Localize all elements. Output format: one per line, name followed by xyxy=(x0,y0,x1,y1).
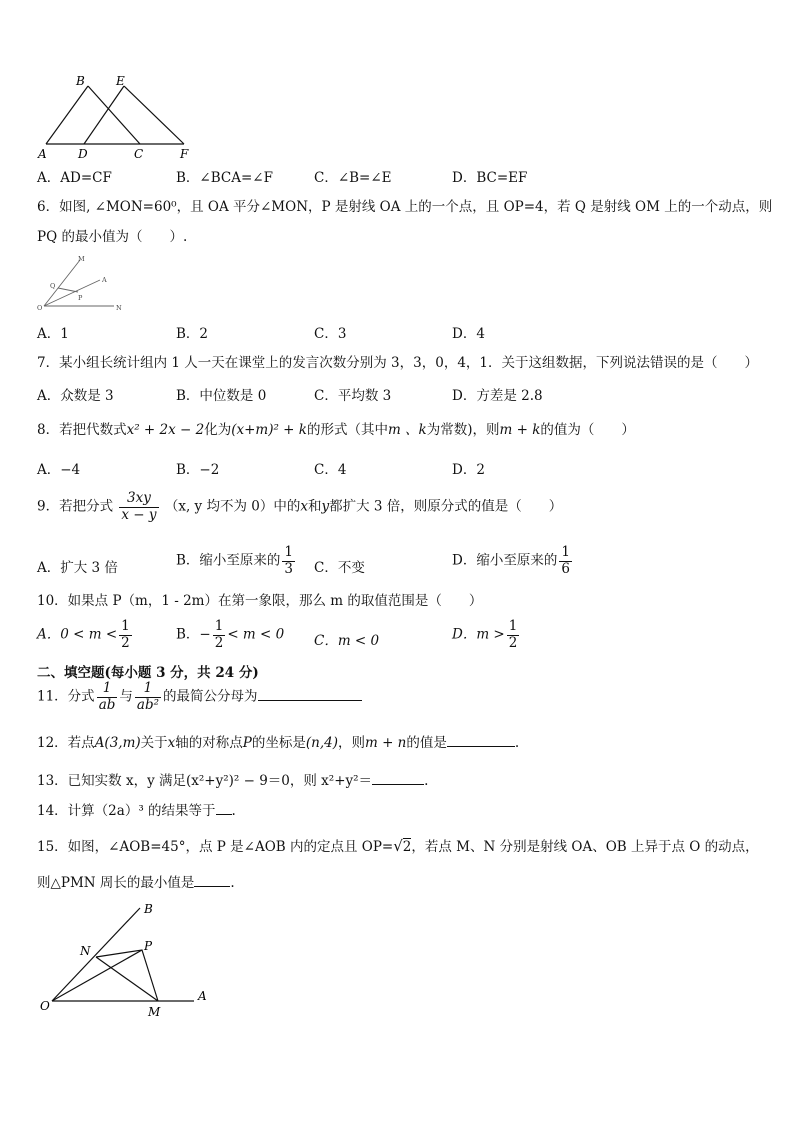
svg-text:O: O xyxy=(37,304,43,312)
sqrt-symbol: √ xyxy=(393,837,403,855)
q5-option-a: A．AD=CF xyxy=(37,170,112,186)
q7-option-c: C．平均数 3 xyxy=(314,388,392,404)
q9-fraction: $\frac{3xy}{x - y}$ xyxy=(121,490,157,523)
svg-text:N: N xyxy=(116,304,122,312)
svg-text:O: O xyxy=(40,999,50,1013)
q10-option-a: A．0 < m < $\frac{1}{2}$ xyxy=(37,618,130,651)
q7-text: 7．某小组长统计组内 1 人一天在课堂上的发言次数分别为 3，3，0，4，1．关于这组数据，下列说法错误的是（ ） xyxy=(37,355,758,371)
q6-option-a: A．1 xyxy=(37,326,69,342)
q9-option-d: D．缩小至原来的 $\frac{1}{6}$ xyxy=(452,544,570,577)
q10-text: 10．如果点 P（m，1 - 2m）在第一象限，那么 m 的取值范围是（ ） xyxy=(37,593,483,609)
q10-option-b: B．− $\frac{1}{2}$ < m < 0 xyxy=(176,618,285,651)
q5-option-b: B．∠BCA=∠F xyxy=(176,170,273,186)
answer-blank[interactable] xyxy=(258,686,362,701)
svg-text:Q: Q xyxy=(50,282,56,290)
fig-label: C xyxy=(134,147,144,161)
answer-blank[interactable] xyxy=(447,732,515,747)
fig-label: E xyxy=(116,74,125,88)
q8-option-a: A．−4 xyxy=(37,462,81,478)
q10-option-c: C．m < 0 xyxy=(314,633,380,649)
svg-text:M: M xyxy=(148,1005,161,1019)
q7-option-b: B．中位数是 0 xyxy=(176,388,267,404)
fig-label: B xyxy=(76,74,85,88)
q6-option-c: C．3 xyxy=(314,326,347,342)
svg-text:P: P xyxy=(78,294,83,302)
section-heading: 二、填空题(每小题 3 分，共 24 分) xyxy=(37,665,259,681)
q7-option-d: D．方差是 2.8 xyxy=(452,388,543,404)
q11-text: 11．分式 $\frac{1}{ab}$ 与 $\frac{1}{\text{ab²}}$ 的最简公分母为 xyxy=(37,682,362,712)
q8-text: 8．若把代数式x² + 2x − 2化为(x+m)² + k的形式（其中m 、k为常数)，则m + k的值为（ ） xyxy=(37,422,635,438)
q9-text: 9．若把分式 $\frac{3xy}{x - y}$ （x, y 均不为 0）中的x和y都扩大 3 倍，则原分式的值是（ ） xyxy=(37,490,563,523)
q8-option-b: B．−2 xyxy=(176,462,220,478)
svg-text:B: B xyxy=(144,902,153,916)
q9-option-c: C．不变 xyxy=(314,560,365,576)
svg-text:A: A xyxy=(102,276,107,284)
q10-option-d: D．m > $\frac{1}{2}$ xyxy=(452,618,518,651)
q7-option-a: A．众数是 3 xyxy=(37,388,114,404)
svg-text:P: P xyxy=(144,939,153,953)
q9-option-b: B．缩小至原来的 $\frac{1}{3}$ xyxy=(176,544,294,577)
q15-text-line2: 则△PMN 周长的最小值是 . xyxy=(37,872,235,893)
q6-text-line1: 6．如图, ∠MON=60⁰，且 OA 平分∠MON，P 是射线 OA 上的一个点，且 OP=4，若 Q 是射线 OM 上的一个动点，则 xyxy=(37,199,773,215)
q15-text-line1: 15．如图，∠AOB=45°，点 P 是∠AOB 内的定点且 OP=√2，若点 M、N 分别是射线 OA、OB 上异于点 O 的动点， xyxy=(37,837,759,855)
fig-label: D xyxy=(78,147,88,161)
q14-text: 14．计算（2a）³ 的结果等于 . xyxy=(37,800,236,821)
q5-option-c: C．∠B=∠E xyxy=(314,170,392,186)
q9-option-a: A．扩大 3 倍 xyxy=(37,560,118,576)
q13-text: 13．已知实数 x，y 满足(x²+y²)² − 9＝0，则 x²+y²＝ . xyxy=(37,770,428,791)
q8-option-c: C．4 xyxy=(314,462,347,478)
fig-label: F xyxy=(180,147,189,161)
q6-option-d: D．4 xyxy=(452,326,485,342)
answer-blank[interactable] xyxy=(216,800,232,815)
q12-text: 12．若点A(3,m)关于x轴的对称点P的坐标是(n,4)，则m + n的值是 . xyxy=(37,732,519,753)
fig-label: A xyxy=(38,147,47,161)
svg-text:A: A xyxy=(198,989,207,1003)
figure-q15-angle xyxy=(36,900,216,1022)
figure-q6-angle xyxy=(36,254,126,316)
svg-text:N: N xyxy=(80,944,91,958)
answer-blank[interactable] xyxy=(194,872,230,887)
q6-option-b: B．2 xyxy=(176,326,209,342)
figure-q5-triangles xyxy=(36,72,196,164)
q8-option-d: D．2 xyxy=(452,462,485,478)
q6-text-line2: PQ 的最小值为（ ）. xyxy=(37,229,188,245)
answer-blank[interactable] xyxy=(372,770,424,785)
svg-text:M: M xyxy=(78,255,85,263)
q5-option-d: D．BC=EF xyxy=(452,170,528,186)
